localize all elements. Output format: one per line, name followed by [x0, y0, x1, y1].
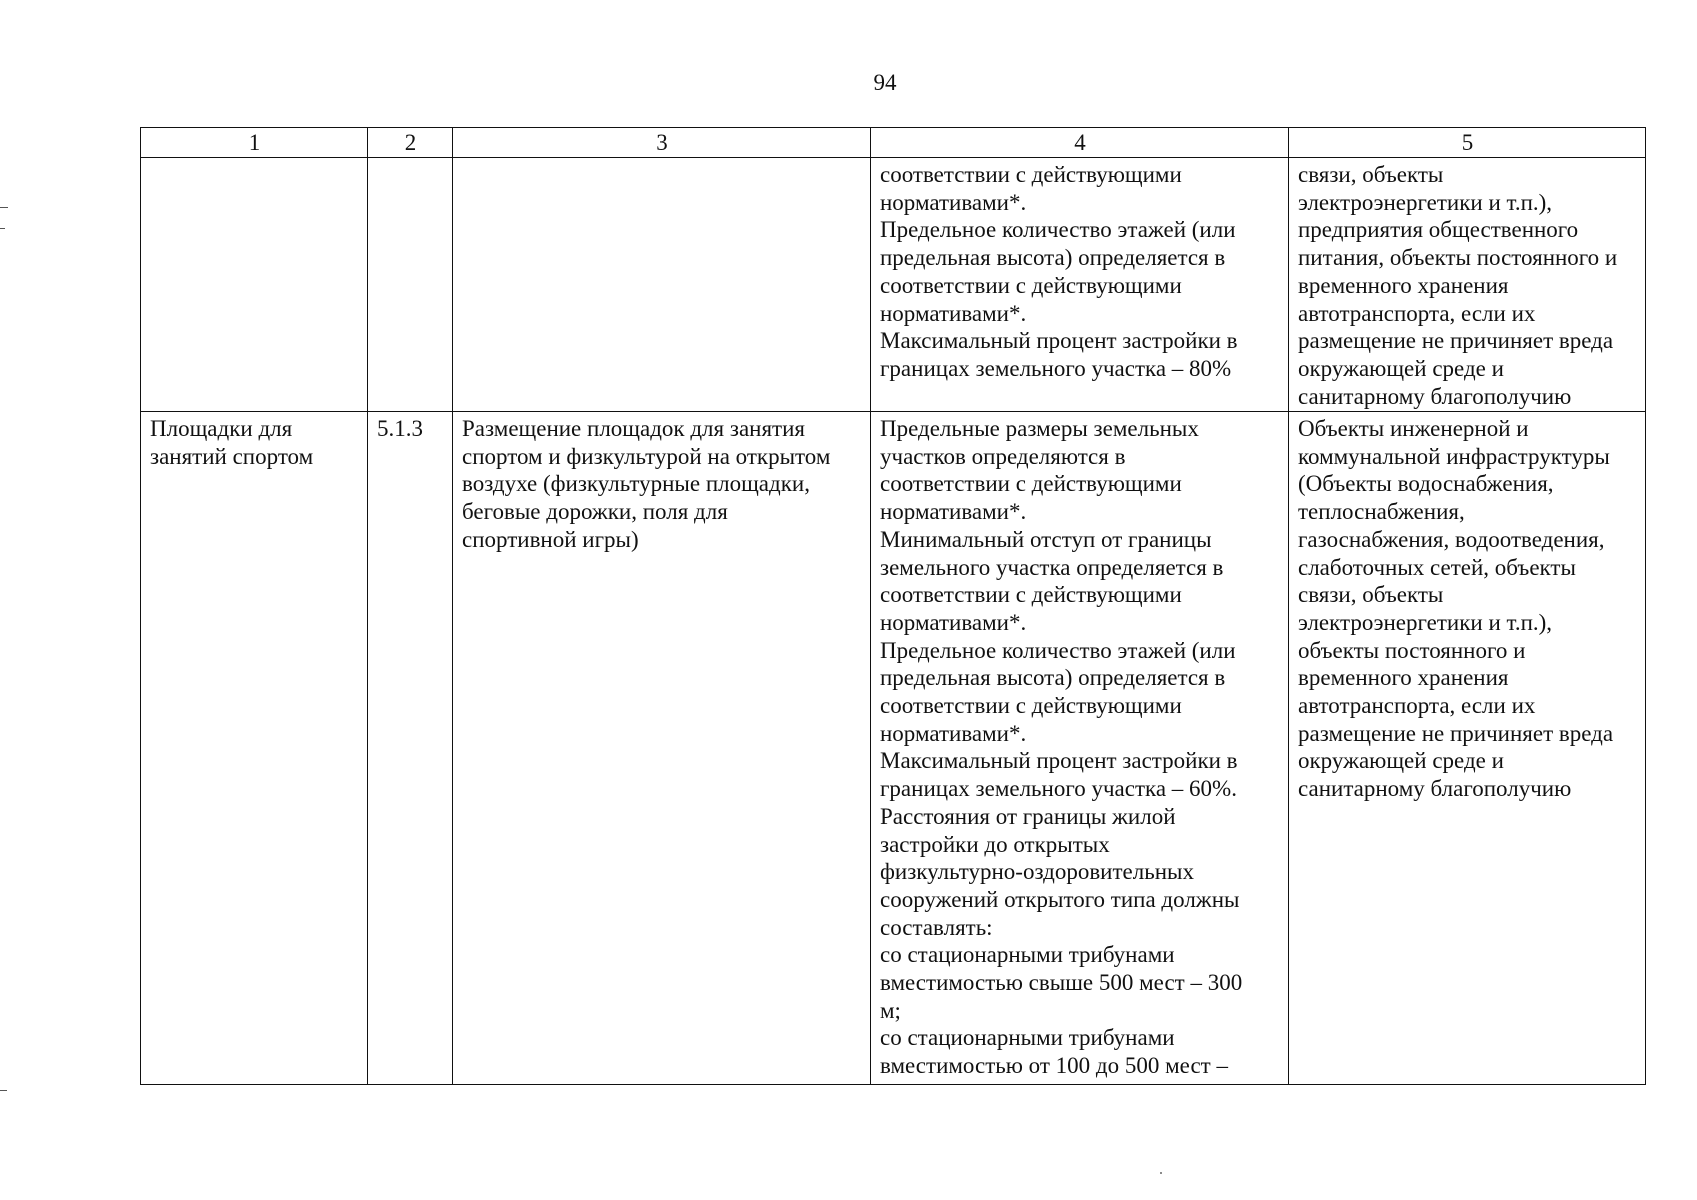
cell-auxiliary-uses	[1289, 412, 1646, 1085]
cell-parameters	[871, 412, 1289, 1085]
cell-text: соответствии с действующими нормативами*. Предельное количество этажей (или предельная высота) определяется в соответствии с действующими нормативами*. Максимальный процент застройки в границах земельного участка – 80%	[880, 162, 1238, 381]
scan-edge-mark	[0, 1090, 7, 1091]
table-header	[141, 128, 1646, 158]
column-header-1: 1	[141, 128, 368, 158]
cell-usage-description	[453, 412, 871, 1085]
column-header-5: 5	[1289, 128, 1646, 158]
cell-text: Размещение площадок для занятия спортом и физкультурой на открытом воздухе (физкультурные площадки, беговые дорожки, поля для спортивной игры)	[462, 416, 831, 552]
cell-text: связи, объекты электроэнергетики и т.п.), предприятия общественного питания, объекты постоянного и временного хранения автотранспорта, если их размещение не причиняет вреда окружающей среде и санитарному благополучию	[1298, 162, 1618, 409]
table-body	[141, 158, 1646, 1085]
header-row	[141, 128, 1646, 158]
scan-edge-mark	[0, 207, 8, 208]
table-row	[141, 412, 1646, 1085]
column-header-3: 3	[453, 128, 871, 158]
cell-usage-code	[368, 158, 453, 412]
cell-text: Площадки для занятий спортом	[150, 416, 314, 469]
cell-parameters	[871, 158, 1289, 412]
scan-edge-mark	[0, 228, 5, 229]
cell-auxiliary-uses	[1289, 158, 1646, 412]
scan-speck	[1160, 1172, 1162, 1174]
cell-usage-name	[141, 158, 368, 412]
cell-usage-code	[368, 412, 453, 1085]
page-number: 94	[873, 70, 897, 95]
cell-text: Объекты инженерной и коммунальной инфраструктуры (Объекты водоснабжения, теплоснабжения, газоснабжения, водоотведения, слаботочных сетей, объекты связи, объекты электроэнергетики и т.п.), объекты постоянного и временного хранения автотранспорта, если их размещение не причиняет вреда окружающей среде и санитарному благополучию	[1298, 416, 1614, 802]
column-header-2: 2	[368, 128, 453, 158]
column-header-4: 4	[871, 128, 1289, 158]
cell-text: Предельные размеры земельных участков определяются в соответствии с действующими нормативами*. Минимальный отступ от границы земельного участка определяется в соответствии с действующими нормативами*. Предельное количество этажей (или предельная высота) определяется в соответствии с действующими нормативами*. Максимальный процент застройки в границах земельного участка – 60%. Расстояния от границы жилой застройки до открытых физкультурно-оздоровительных сооружений открытого типа должны составлять: со стационарными трибунами вместимостью свыше 500 мест – 300 м; со стационарными трибунами вместимостью от 100 до 500 мест –	[880, 416, 1243, 1079]
table-row	[141, 158, 1646, 412]
cell-text: 5.1.3	[377, 416, 423, 441]
cell-usage-description	[453, 158, 871, 412]
regulations-table	[140, 127, 1646, 1085]
cell-usage-name	[141, 412, 368, 1085]
